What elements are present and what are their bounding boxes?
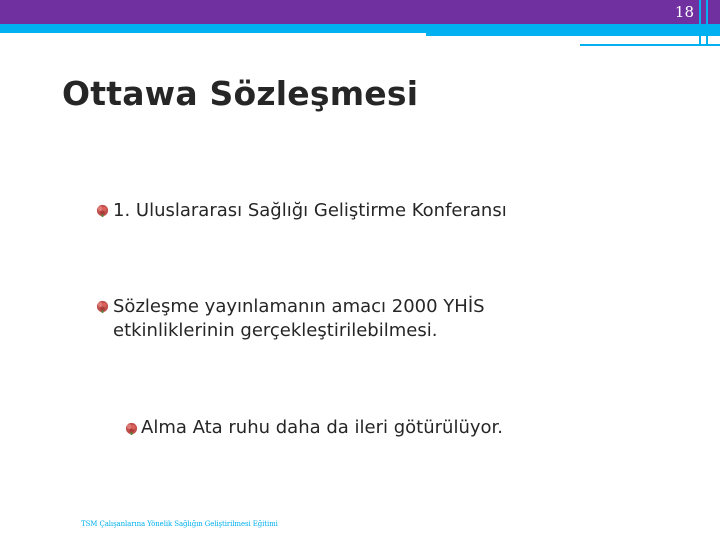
- bullet-text: Sözleşme yayınlamanın amacı 2000 YHİS etkinliklerinin gerçekleştirilebilmesi.: [113, 296, 485, 341]
- bullet-item: [113, 199, 507, 223]
- slide-title: Ottawa Sözleşmesi: [62, 74, 419, 113]
- flower-bullet-icon: [96, 204, 109, 217]
- slide-footer: TSM Çalışanlarına Yönelik Sağlığın Geliştirilmesi Eğitimi: [81, 520, 278, 528]
- flower-bullet-icon: [125, 422, 138, 435]
- bullet-item: [113, 295, 533, 343]
- bullet-text: Alma Ata ruhu daha da ileri götürülüyor.: [141, 417, 504, 438]
- bullet-item: [141, 416, 503, 440]
- bullet-text: 1. Uluslararası Sağlığı Geliştirme Konferansı: [113, 200, 507, 221]
- flower-bullet-icon: [96, 300, 109, 313]
- slide-number: 18: [674, 3, 694, 21]
